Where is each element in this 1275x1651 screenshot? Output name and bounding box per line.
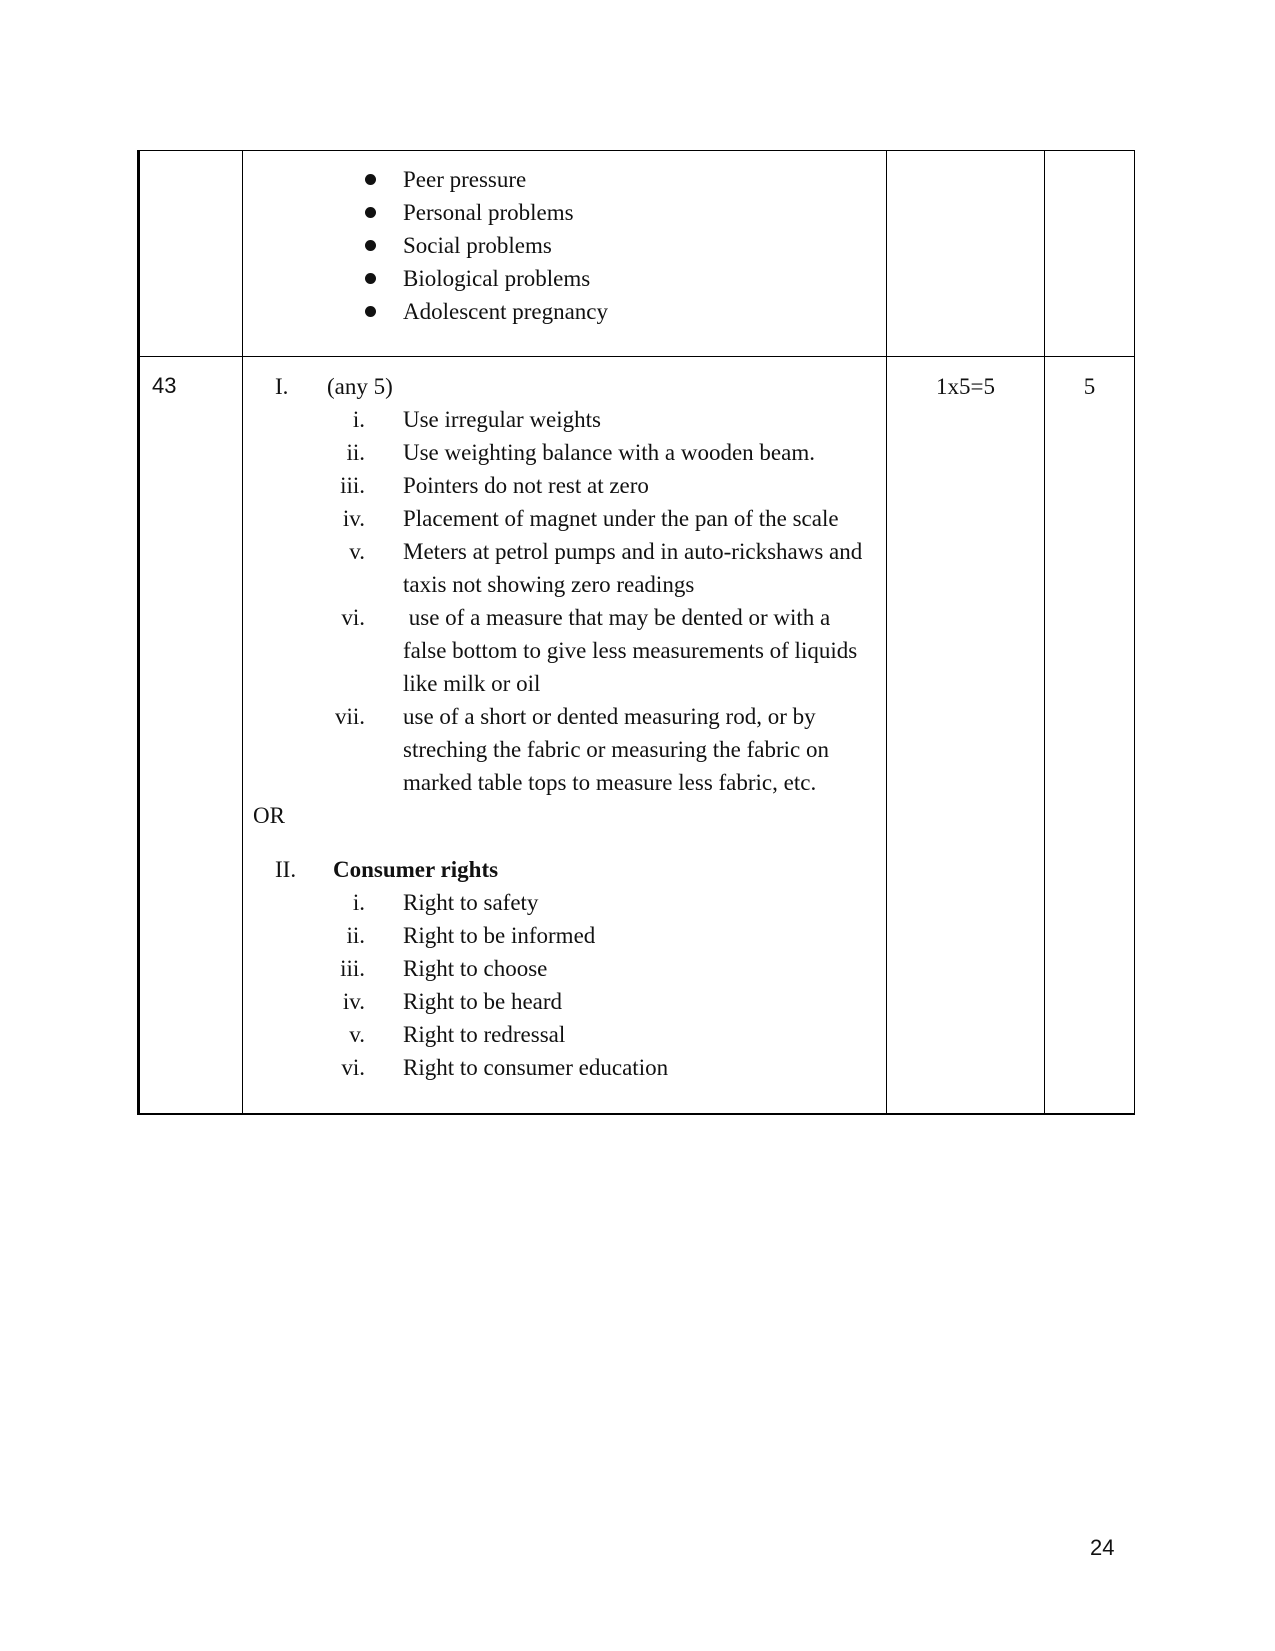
part-two-heading [243, 853, 886, 886]
part-one-title: (any 5) [327, 374, 393, 399]
part-two-roman: II. [275, 857, 297, 882]
page-number: 24 [1090, 1535, 1115, 1560]
question-number-cell [139, 357, 243, 1114]
part-two-title: Consumer rights [333, 857, 499, 882]
marks-total-cell [1045, 151, 1135, 357]
list-item: i. Use irregular weights [352, 407, 601, 432]
list-item: iii. Pointers do not rest at zero [340, 473, 649, 498]
part-two-list [243, 886, 886, 1084]
list-item: v. Right to redressal [349, 1022, 566, 1047]
list-item: Personal problems [243, 196, 886, 229]
marks-split: 1x5=5 [936, 374, 995, 399]
question-number-cell [139, 151, 243, 357]
bullet-icon [365, 273, 376, 284]
list-item: Adolescent pregnancy [243, 295, 886, 328]
bullet-icon [365, 240, 376, 251]
list-item: Peer pressure [243, 163, 886, 196]
list-item: vi. use of a measure that may be dented or with a false bottom to give less measurements of liquids like milk or oil [341, 605, 863, 696]
or-label: OR [253, 803, 285, 828]
marks-split-cell [887, 357, 1045, 1114]
list-item: iv. Right to be heard [342, 989, 563, 1014]
answer-cell [243, 151, 887, 357]
list-item: iii. Right to choose [340, 956, 548, 981]
bullet-list [243, 151, 886, 328]
list-item: v. Meters at petrol pumps and in auto-rickshaws and taxis not showing zero readings [349, 539, 863, 597]
list-item: Biological problems [243, 262, 886, 295]
question-number: 43 [152, 373, 177, 398]
marks-split-cell [887, 151, 1045, 357]
table-row [139, 357, 1135, 1114]
part-one-list [243, 403, 886, 799]
part-one-roman: I. [275, 374, 289, 399]
bullet-icon [365, 207, 376, 218]
list-item: ii. Right to be informed [346, 923, 596, 948]
list-item: Social problems [243, 229, 886, 262]
list-item: i. Right to safety [352, 890, 539, 915]
bullet-icon [365, 174, 376, 185]
bullet-icon [365, 306, 376, 317]
list-item: ii. Use weighting balance with a wooden beam. [346, 440, 815, 465]
answer-cell [243, 357, 887, 1114]
list-item: vii. use of a short or dented measuring rod, or by streching the fabric or measuring the fabric on marked table tops to measure less fabric, etc. [334, 704, 829, 795]
list-item: iv. Placement of magnet under the pan of the scale [342, 506, 839, 531]
table-row [139, 151, 1135, 357]
part-one-heading [243, 370, 886, 403]
marks-total: 5 [1083, 374, 1096, 399]
answer-table [137, 150, 1135, 1115]
list-item: vi. Right to consumer education [341, 1055, 669, 1080]
marks-total-cell [1045, 357, 1135, 1114]
